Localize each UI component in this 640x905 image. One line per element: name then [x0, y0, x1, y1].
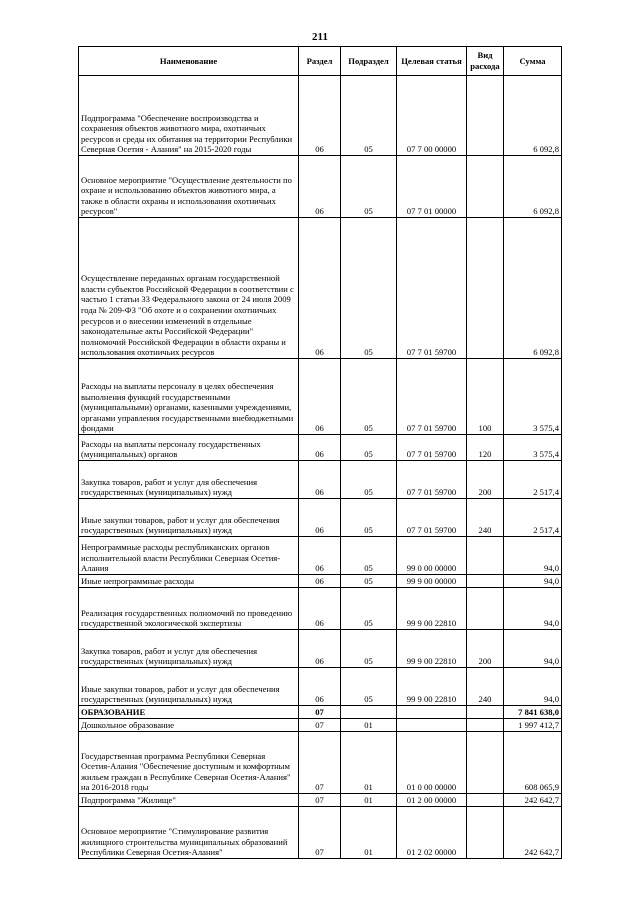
- cell-target: 01 0 00 00000: [397, 732, 467, 794]
- table-row: [79, 732, 562, 794]
- table-row: [79, 435, 562, 461]
- cell-target: 07 7 01 59700: [397, 435, 467, 461]
- table-row: [79, 537, 562, 575]
- cell-subsection: 01: [341, 732, 397, 794]
- table-row: [79, 359, 562, 435]
- cell-sum: 94,0: [504, 668, 562, 706]
- cell-sum: 2 517,4: [504, 461, 562, 499]
- cell-expense-type: [467, 794, 504, 807]
- cell-expense-type: [467, 76, 504, 156]
- cell-sum: 94,0: [504, 575, 562, 588]
- cell-subsection: 05: [341, 359, 397, 435]
- cell-expense-type: [467, 588, 504, 630]
- cell-section: 06: [299, 359, 341, 435]
- cell-subsection: 05: [341, 435, 397, 461]
- cell-name: Расходы на выплаты персоналу государственных (муниципальных) органов: [79, 435, 299, 461]
- cell-name: Непрограммные расходы республиканских органов исполнительной власти Республики Северная Осетия-Алания: [79, 537, 299, 575]
- cell-section: 07: [299, 732, 341, 794]
- cell-name: Иные закупки товаров, работ и услуг для обеспечения государственных (муниципальных) нужд: [79, 499, 299, 537]
- cell-sum: 6 092,8: [504, 218, 562, 359]
- cell-name: ОБРАЗОВАНИЕ: [79, 706, 299, 719]
- cell-subsection: [341, 706, 397, 719]
- cell-expense-type: [467, 156, 504, 218]
- cell-subsection: 05: [341, 588, 397, 630]
- cell-target: 01 2 02 00000: [397, 807, 467, 859]
- cell-sum: 3 575,4: [504, 435, 562, 461]
- header-section: Раздел: [299, 47, 341, 76]
- cell-target: 01 2 00 00000: [397, 794, 467, 807]
- cell-name: Дошкольное образование: [79, 719, 299, 732]
- cell-sum: 2 517,4: [504, 499, 562, 537]
- cell-name: Государственная программа Республики Северная Осетия-Алания "Обеспечение доступным и комфортным жильем граждан в Республике Северная Осетия-Алания" на 2016-2018 годы: [79, 732, 299, 794]
- cell-section: 06: [299, 499, 341, 537]
- cell-target: 07 7 01 00000: [397, 156, 467, 218]
- header-name: Наименование: [79, 47, 299, 76]
- cell-target: 99 9 00 22810: [397, 668, 467, 706]
- cell-target: 99 9 00 22810: [397, 630, 467, 668]
- cell-sum: 94,0: [504, 630, 562, 668]
- cell-section: 07: [299, 706, 341, 719]
- cell-target: 07 7 01 59700: [397, 218, 467, 359]
- cell-section: 06: [299, 76, 341, 156]
- cell-sum: 7 841 638,0: [504, 706, 562, 719]
- cell-subsection: 05: [341, 668, 397, 706]
- cell-target: 99 0 00 00000: [397, 537, 467, 575]
- cell-name: Закупка товаров, работ и услуг для обеспечения государственных (муниципальных) нужд: [79, 630, 299, 668]
- table-row: [79, 706, 562, 719]
- header-subsection: Подраздел: [341, 47, 397, 76]
- cell-subsection: 05: [341, 575, 397, 588]
- cell-name: Иные непрограммные расходы: [79, 575, 299, 588]
- cell-section: 06: [299, 588, 341, 630]
- cell-section: 07: [299, 719, 341, 732]
- cell-subsection: 05: [341, 461, 397, 499]
- cell-subsection: 05: [341, 76, 397, 156]
- cell-expense-type: [467, 807, 504, 859]
- cell-subsection: 05: [341, 537, 397, 575]
- cell-name: Подпрограмма "Обеспечение воспроизводства и сохранения объектов животного мира, охотничьих ресурсов и среды их обитания на территории Республики Северная Осетия - Алания" на 2015-2020 годы: [79, 76, 299, 156]
- cell-expense-type: 100: [467, 359, 504, 435]
- cell-sum: 1 997 412,7: [504, 719, 562, 732]
- cell-sum: 608 065,9: [504, 732, 562, 794]
- table-row: [79, 218, 562, 359]
- cell-name: Иные закупки товаров, работ и услуг для обеспечения государственных (муниципальных) нужд: [79, 668, 299, 706]
- cell-section: 06: [299, 668, 341, 706]
- cell-subsection: 01: [341, 719, 397, 732]
- cell-section: 07: [299, 794, 341, 807]
- cell-expense-type: 200: [467, 630, 504, 668]
- cell-subsection: 05: [341, 630, 397, 668]
- cell-sum: 6 092,8: [504, 76, 562, 156]
- table-row: [79, 719, 562, 732]
- table-row: [79, 499, 562, 537]
- header-target: Целевая статья: [397, 47, 467, 76]
- table-row: [79, 575, 562, 588]
- cell-sum: 242 642,7: [504, 794, 562, 807]
- cell-expense-type: 200: [467, 461, 504, 499]
- cell-target: [397, 706, 467, 719]
- cell-sum: 3 575,4: [504, 359, 562, 435]
- cell-name: Расходы на выплаты персоналу в целях обеспечения выполнения функций государственными (муниципальными) органами, казенными учреждениями, органами управления государственными внебюджетными фондами: [79, 359, 299, 435]
- cell-sum: 94,0: [504, 588, 562, 630]
- table-header-row: [79, 47, 562, 76]
- cell-subsection: 01: [341, 807, 397, 859]
- cell-sum: 6 092,8: [504, 156, 562, 218]
- cell-expense-type: 240: [467, 668, 504, 706]
- cell-expense-type: [467, 537, 504, 575]
- cell-target: 07 7 01 59700: [397, 499, 467, 537]
- cell-subsection: 05: [341, 218, 397, 359]
- cell-name: Основное мероприятие "Осуществление деятельности по охране и использованию объектов животного мира, а также в области охраны и использования охотничьих ресурсов": [79, 156, 299, 218]
- cell-target: 99 9 00 00000: [397, 575, 467, 588]
- cell-sum: 94,0: [504, 537, 562, 575]
- cell-section: 06: [299, 461, 341, 499]
- table-row: [79, 630, 562, 668]
- cell-name: Закупка товаров, работ и услуг для обеспечения государственных (муниципальных) нужд: [79, 461, 299, 499]
- cell-section: 07: [299, 807, 341, 859]
- cell-name: Основное мероприятие "Стимулирование развития жилищного строительства муниципальных образований Республики Северная Осетия-Алания": [79, 807, 299, 859]
- table-row: [79, 807, 562, 859]
- cell-section: 06: [299, 575, 341, 588]
- cell-target: 07 7 01 59700: [397, 461, 467, 499]
- table-row: [79, 156, 562, 218]
- cell-expense-type: [467, 706, 504, 719]
- page-number: 211: [312, 31, 328, 43]
- cell-section: 06: [299, 218, 341, 359]
- cell-expense-type: 240: [467, 499, 504, 537]
- cell-name: Осуществление переданных органам государственной власти субъектов Российской Федерации в соответствии с частью 1 статьи 33 Федерального закона от 24 июля 2009 года № 209-ФЗ "Об охоте и о сохранении охотничьих ресурсов и о внесении изменений в отдельные законодательные акты Российской Федерации" полномочий Российской Федерации в области охраны и использования охотничьих ресурсов: [79, 218, 299, 359]
- cell-target: 07 7 00 00000: [397, 76, 467, 156]
- cell-name: Подпрограмма "Жилище": [79, 794, 299, 807]
- header-sum: Сумма: [504, 47, 562, 76]
- table-row: [79, 588, 562, 630]
- cell-expense-type: [467, 218, 504, 359]
- cell-subsection: 05: [341, 499, 397, 537]
- table-body: [79, 76, 562, 859]
- cell-target: 07 7 01 59700: [397, 359, 467, 435]
- cell-subsection: 01: [341, 794, 397, 807]
- budget-table: [78, 46, 562, 859]
- cell-expense-type: [467, 575, 504, 588]
- table-row: [79, 76, 562, 156]
- cell-target: [397, 719, 467, 732]
- cell-subsection: 05: [341, 156, 397, 218]
- cell-name: Реализация государственных полномочий по проведению государственной экологической экспертизы: [79, 588, 299, 630]
- table-row: [79, 668, 562, 706]
- cell-section: 06: [299, 435, 341, 461]
- cell-sum: 242 642,7: [504, 807, 562, 859]
- table-row: [79, 461, 562, 499]
- cell-expense-type: [467, 719, 504, 732]
- table-row: [79, 794, 562, 807]
- cell-section: 06: [299, 537, 341, 575]
- cell-expense-type: 120: [467, 435, 504, 461]
- header-expense-type: Вид расхода: [467, 47, 504, 76]
- cell-section: 06: [299, 630, 341, 668]
- cell-expense-type: [467, 732, 504, 794]
- cell-section: 06: [299, 156, 341, 218]
- cell-target: 99 9 00 22810: [397, 588, 467, 630]
